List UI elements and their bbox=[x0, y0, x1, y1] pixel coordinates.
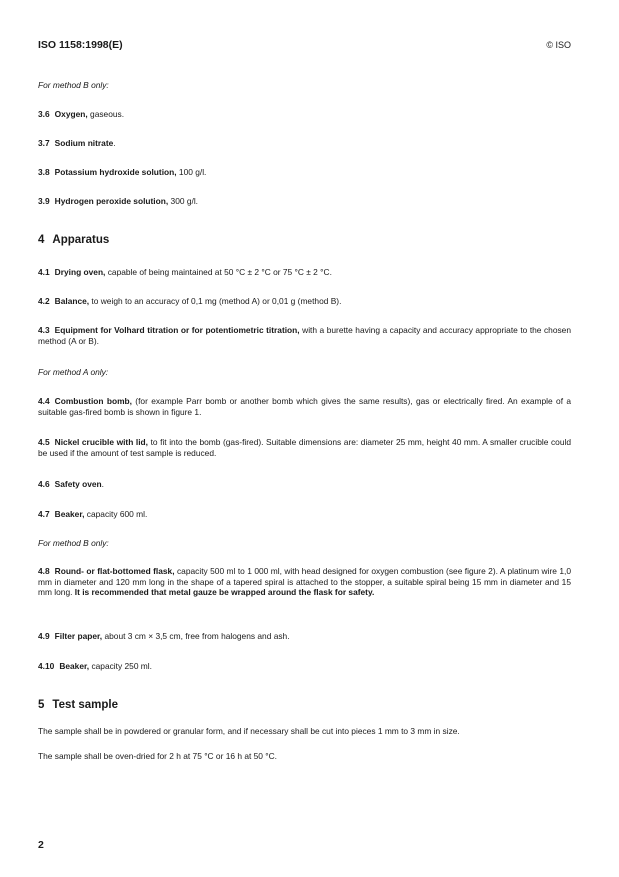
section-title: Test sample bbox=[52, 699, 119, 711]
clause-term: Oxygen, bbox=[54, 109, 88, 119]
clause-text: capacity 600 ml. bbox=[84, 509, 148, 519]
page-number: 2 bbox=[38, 839, 44, 851]
clause-4-9 bbox=[38, 631, 571, 642]
clause-number: 3.7 bbox=[38, 138, 50, 148]
test-sample-paragraph-2: The sample shall be oven-dried for 2 h at 75 °C or 16 h at 50 °C. bbox=[38, 751, 278, 761]
clause-term: Hydrogen peroxide solution, bbox=[54, 196, 169, 206]
clause-number: 4.4 bbox=[38, 396, 50, 406]
clause-number: 4.1 bbox=[38, 267, 50, 277]
clause-term: Potassium hydroxide solution, bbox=[54, 167, 177, 177]
clause-4-1 bbox=[38, 267, 571, 278]
clause-text: about 3 cm × 3,5 cm, free from halogens and ash. bbox=[102, 631, 290, 641]
clause-text: gaseous. bbox=[87, 109, 125, 119]
clause-text: capable of being maintained at 50 °C ± 2 °C or 75 °C ± 2 °C. bbox=[105, 267, 332, 277]
clause-4-7 bbox=[38, 509, 571, 520]
clause-number: 4.8 bbox=[38, 566, 50, 576]
clause-4-2 bbox=[38, 296, 571, 307]
clause-3-6 bbox=[38, 109, 571, 120]
clause-number: 3.9 bbox=[38, 196, 50, 206]
section-title: Apparatus bbox=[52, 234, 110, 246]
section-number: 4 bbox=[38, 234, 45, 246]
clause-number: 4.5 bbox=[38, 437, 50, 447]
clause-term: Equipment for Volhard titration or for potentiometric titration, bbox=[54, 325, 300, 335]
clause-3-8 bbox=[38, 167, 571, 178]
clause-text: capacity 500 ml to 1 000 ml, with head designed for oxygen combustion (see figure 2). A platinum wire 1,0 mm in diameter and 120 mm long in the shape of a tapered spiral is attached to the stopper, a suitable spiral being 15 mm in diameter and 15 mm long. bbox=[38, 566, 571, 598]
clause-number: 4.6 bbox=[38, 479, 50, 489]
clause-text: . bbox=[113, 138, 116, 148]
clause-text: to fit into the bomb (gas-fired). Suitable dimensions are: diameter 25 mm, height 40 mm. A smaller crucible could be used if the amount of test sample is reduced. bbox=[38, 437, 571, 458]
clause-text: with a burette having a capacity and accuracy appropriate to the chosen method (A or B). bbox=[38, 325, 571, 346]
clause-3-7 bbox=[38, 138, 571, 149]
safety-warning: It is recommended that metal gauze be wrapped around the flask for safety. bbox=[74, 587, 375, 598]
clause-4-10 bbox=[38, 661, 571, 672]
clause-4-4 bbox=[38, 396, 571, 417]
clause-text: (for example Parr bomb or another bomb which gives the same results), gas or electrically fired. An example of a suitable gas-fired bomb is shown in figure 1. bbox=[38, 396, 572, 417]
clause-text: to weigh to an accuracy of 0,1 mg (method A) or 0,01 g (method B). bbox=[89, 296, 342, 306]
clause-4-8 bbox=[38, 566, 571, 598]
clause-term: Drying oven, bbox=[54, 267, 106, 277]
method-b-note-2: For method B only: bbox=[38, 538, 109, 548]
method-b-note: For method B only: bbox=[38, 80, 109, 90]
clause-term: Filter paper, bbox=[54, 631, 103, 641]
clause-4-3 bbox=[38, 325, 571, 346]
clause-term: Nickel crucible with lid, bbox=[54, 437, 148, 447]
clause-term: Combustion bomb, bbox=[54, 396, 132, 406]
clause-term: Beaker, bbox=[59, 661, 90, 671]
method-a-note: For method A only: bbox=[38, 367, 109, 377]
clause-text: 300 g/l. bbox=[168, 196, 199, 206]
document-id: ISO 1158:1998(E) bbox=[38, 39, 123, 51]
clause-term: Round- or flat-bottomed flask, bbox=[54, 566, 175, 576]
clause-number: 3.6 bbox=[38, 109, 50, 119]
clause-number: 4.3 bbox=[38, 325, 50, 335]
clause-4-6 bbox=[38, 479, 571, 490]
clause-number: 4.9 bbox=[38, 631, 50, 641]
test-sample-paragraph-1: The sample shall be in powdered or granular form, and if necessary shall be cut into pieces 1 mm to 3 mm in size. bbox=[38, 726, 460, 736]
clause-4-5 bbox=[38, 437, 571, 458]
clause-3-9 bbox=[38, 196, 571, 207]
section-heading-5 bbox=[38, 699, 118, 711]
clause-number: 4.10 bbox=[38, 661, 55, 671]
clause-number: 4.2 bbox=[38, 296, 50, 306]
clause-text: 100 g/l. bbox=[176, 167, 207, 177]
section-number: 5 bbox=[38, 699, 45, 711]
section-heading-4 bbox=[38, 234, 109, 246]
clause-term: Balance, bbox=[54, 296, 90, 306]
clause-term: Beaker, bbox=[54, 509, 85, 519]
copyright-notice: © ISO bbox=[546, 40, 571, 50]
clause-number: 4.7 bbox=[38, 509, 50, 519]
clause-term: Safety oven bbox=[54, 479, 102, 489]
clause-text: . bbox=[101, 479, 104, 489]
clause-text: capacity 250 ml. bbox=[89, 661, 152, 671]
clause-term: Sodium nitrate bbox=[54, 138, 114, 148]
clause-number: 3.8 bbox=[38, 167, 50, 177]
